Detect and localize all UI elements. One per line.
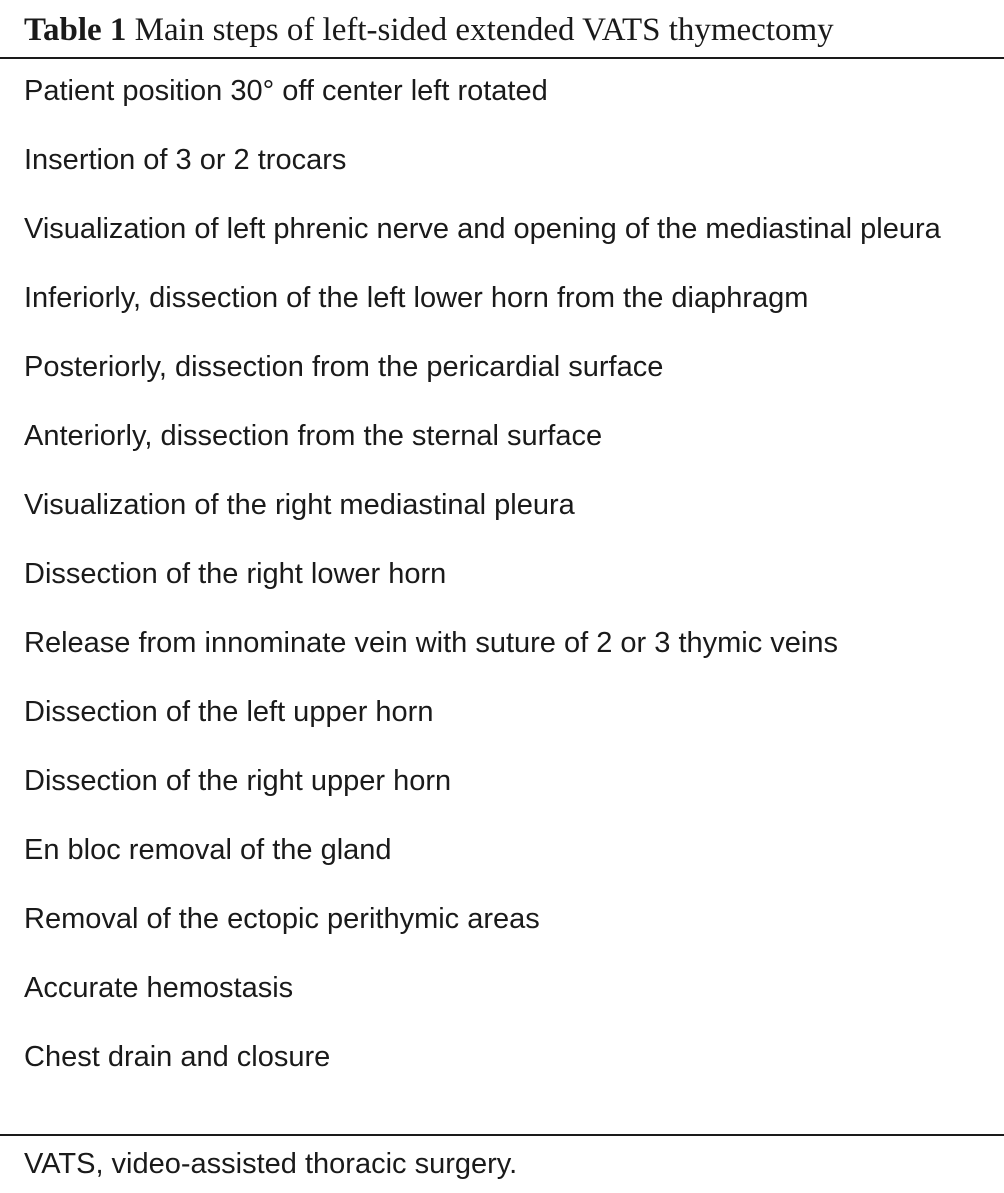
table-title: Main steps of left-sided extended VATS thymectomy xyxy=(134,12,834,48)
table-caption xyxy=(24,9,834,51)
table-row-1: Patient position 30° off center left rotated xyxy=(24,75,548,107)
table-footnote: VATS, video-assisted thoracic surgery. xyxy=(24,1148,518,1180)
table-row-4: Inferiorly, dissection of the left lower horn from the diaphragm xyxy=(24,282,809,314)
table-row-12: En bloc removal of the gland xyxy=(24,834,392,866)
table-row-14: Accurate hemostasis xyxy=(24,972,294,1004)
table-row-5: Posteriorly, dissection from the pericardial surface xyxy=(24,351,664,383)
table-row-9: Release from innominate vein with suture of 2 or 3 thymic veins xyxy=(24,627,838,659)
table-row-7: Visualization of the right mediastinal pleura xyxy=(24,489,575,521)
table-row-11: Dissection of the right upper horn xyxy=(24,765,452,797)
table-row-2: Insertion of 3 or 2 trocars xyxy=(24,144,347,176)
table-row-8: Dissection of the right lower horn xyxy=(24,558,447,590)
table-row-10: Dissection of the left upper horn xyxy=(24,696,434,728)
table-body xyxy=(24,57,994,1092)
table-row-6: Anteriorly, dissection from the sternal surface xyxy=(24,420,603,452)
table-bottom-rule xyxy=(0,1134,1004,1136)
table-row-15: Chest drain and closure xyxy=(24,1041,331,1073)
table-label: Table 1 xyxy=(24,12,127,48)
table-row-3: Visualization of left phrenic nerve and opening of the mediastinal pleura xyxy=(24,213,941,245)
table-row-13: Removal of the ectopic perithymic areas xyxy=(24,903,540,935)
